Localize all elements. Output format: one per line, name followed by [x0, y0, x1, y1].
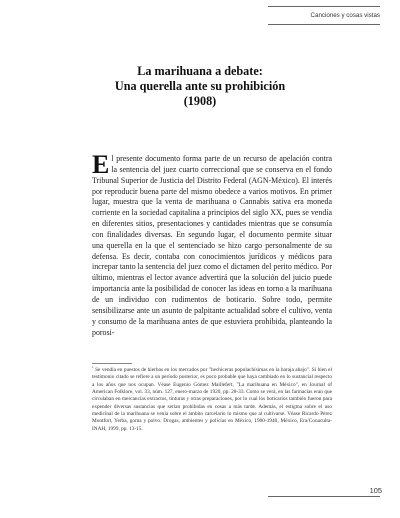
- footnote: [92, 367, 332, 433]
- running-head: [0, 0, 400, 40]
- footer-rule: [268, 496, 380, 497]
- article-title: [60, 64, 340, 109]
- drop-cap: E: [92, 150, 110, 179]
- running-head-title: Canciones y cosas vistas: [310, 12, 380, 19]
- footnote-marker: 1: [92, 365, 94, 370]
- title-line: Una querella ante su prohibición: [114, 79, 286, 93]
- footnote-rule: [92, 363, 132, 364]
- running-head-bottom-rule: [268, 24, 380, 25]
- running-head-top-rule: [268, 6, 380, 7]
- body-text: l presente documento forma parte de un recurso de apelación contra la sentencia del juez cuarto correccional que se conserva en el fondo Tribunal Superior de Justicia del Distrito Federal (AGN-México). El interés por reproducir buena parte del mismo obedece a varios motivos. En primer lugar, muestra que la venta de marihuana o Cannabis sativa era moneda corriente en la sociedad capitalina a principios del siglo XX, pues se vendía en diferentes sitios, presentaciones y cantidades mientras que se consumía con finalidades diversas. En segundo lugar, el documento permite situar una querella en la que el sentenciado se hizo cargo personalmente de su defensa. Es decir, contaba con conocimientos jurídicos y médicos para increpar tanto la sentencia del juez como el dictamen del perito médico. Por último, mientras el lector avance advertirá que la solución del juicio puede importancia ante la posibilidad de conocer las ideas en torno a la marihuana de un individuo con rudimentos de boticario. Sobre todo, permite sensibilizarse ante un asunto de palpitante actualidad sobre el cultivo, venta y consumo de la marihuana antes de que estuviera prohibida, planteando la porosi-: [92, 154, 332, 337]
- footnote-text: Se vendía en puestos de hierbas en los mercados por "hechiceras populachísimas en la baraja abajo". Si bien el testimonio citado se refiere a un período posterior, es poco probable que haya cambiado en lo sustancial respecto a los años que nos ocupan. Véase Eugenio Gómez Maillefert, "La marihuana en México", en Journal of American Folklore, vol. 33, núm. 127, enero-marzo de 1920, pp. 28-33. Como se verá, en las farmacias eran que circulaban en mercancías extractos, tinturas y otras preparaciones, por lo cual los boticarios también fueron para expender diversas sustancias que serían prohibidas en cosas a más tarde. Además, el estigma sobre el uso medicinal de la marihuana se venía sobre el ámbito carcelario lo mismo que al cultivarse. Véase Ricardo Pérez Montfort, Yerba, goma y polvo. Drogas, ambientes y policías en México, 1900-1940, México, Era/Conaculta-INAH, 1999, pp. 13-15.: [92, 367, 333, 432]
- title-line: (1908): [183, 94, 217, 108]
- title-line: La marihuana a debate:: [137, 64, 263, 78]
- body-paragraph: [92, 150, 332, 338]
- page-number: 105: [369, 486, 382, 495]
